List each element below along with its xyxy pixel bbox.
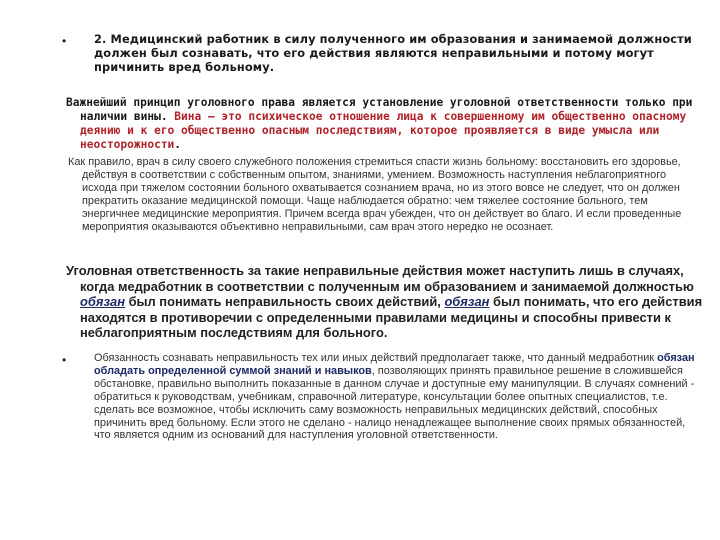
duty-text-2: , позволяющих принять правильное решение в сложившейся обстановке, правильно выполнить показанные в данном случае и доступные ему манипуляции. В случаях сомнений - обратиться к руководствам, учебникам, справочной литературе, консультации более опытных специалистов, т.е. сделать все возможное, чтобы исключить саму возможность неправильных медицинских действий, способных причинить вред больному. Если этого не сделано - налицо ненадлежащее выполнение своих прямых обязанностей, что является одним из оснований для наступления уголовной ответственности. [94, 364, 695, 442]
obliged-word-2: обязан [444, 294, 490, 310]
duty-emphasis: обязан обладать определенной суммой знаний и навыков [94, 352, 695, 377]
liability-text-2: был понимать неправильность своих действий, [124, 294, 445, 310]
paragraph-text: 2. Медицинский работник в силу полученного им образования и занимаемой должности должен был сознавать, что его действия являются неправильными и потому могут причинить вред больному. [94, 32, 692, 74]
duty-text-1: Обязанность сознавать неправильность тех или иных действий предполагает также, что данный медработник [94, 352, 658, 364]
bullet-paragraph-duty [62, 352, 702, 442]
paragraph-text [94, 352, 702, 442]
period: . [174, 138, 182, 151]
guilt-definition: Вина – это психическое отношение лица к совершенному им общественно опасному деянию и к его общественно опасным последствиям, которое проявляется в виде умысла или неосторожности [80, 110, 687, 151]
bullet-paragraph-education [62, 32, 702, 74]
bullet-icon: • [62, 353, 67, 367]
principle-text: Важнейший принцип уголовного права является установление уголовной ответственности только при наличии вины. [66, 96, 693, 123]
paragraph-doctor-position: Как правило, врач в силу своего служебного положения стремиться спасти жизнь больному: восстановить его здоровье, действуя в соответствии с собственным опытом, знаниями, умением. Возможность наступления неблагоприятного исхода при тяжелом состоянии больного охватывается сознанием врача, но из этого вовсе не следует, что он должен прекратить оказание медицинской помощи. Чаще наблюдается обратно: чем тяжелее состояние больного, тем энергичнее медицинские мероприятия. Причем всегда врач убежден, что он действует во благо. И если проведенные мероприятия оказываются объективно неправильными, сам врач этого нередко не осознает. [68, 156, 682, 233]
obliged-word-1: обязан [80, 294, 125, 310]
liability-text-3: был понимать, что его действия находятся в противоречии с определенными правилами медицины и способны привести к неблагоприятным последствиям для больного. [80, 294, 703, 341]
paragraph-criminal-liability [66, 263, 716, 341]
bullet-icon: • [62, 34, 67, 48]
liability-text-1: Уголовная ответственность за такие неправильные действия может наступить лишь в случаях, когда медработник в соответствии с полученным им образованием и занимаемой должностью [66, 263, 694, 294]
paragraph-guilt-principle [66, 96, 716, 152]
